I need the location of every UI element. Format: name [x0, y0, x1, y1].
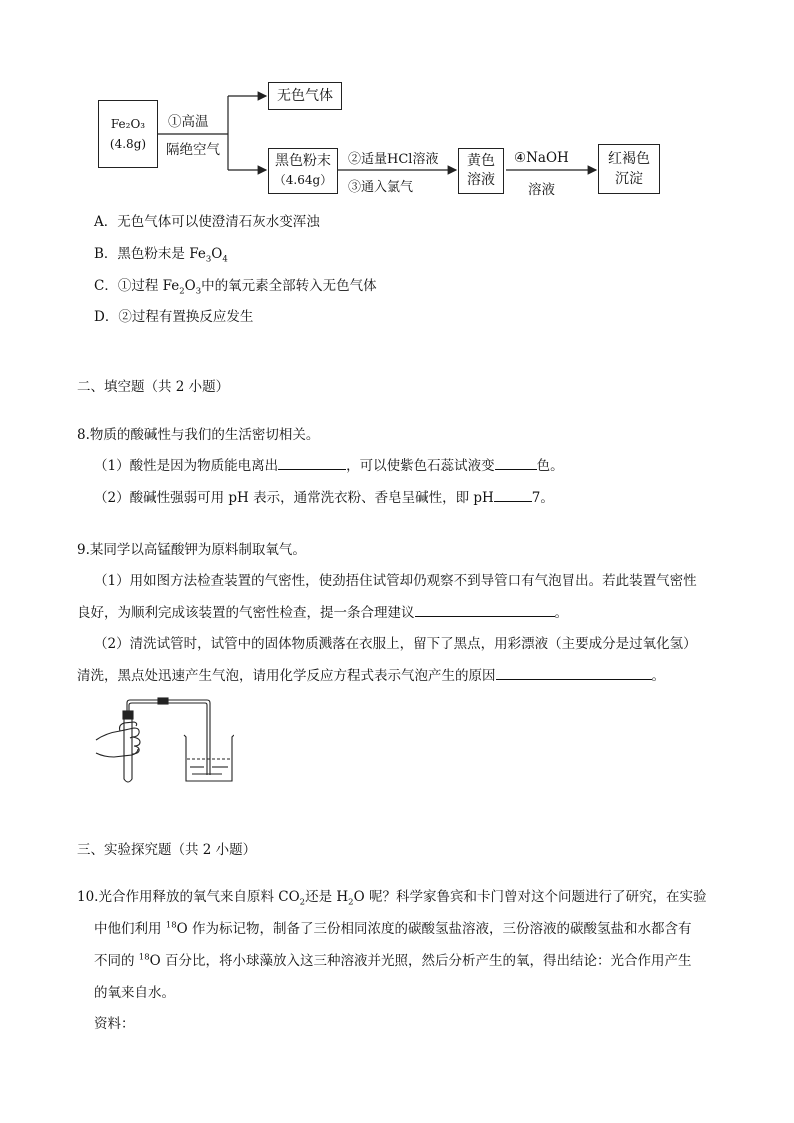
q9-part1-line1: （1）用如图方法检查装置的气密性，使劲捂住试管却仍观察不到导管口有气泡冒出。若此装置气密性	[94, 573, 697, 589]
q8-blank-2[interactable]	[495, 455, 537, 470]
option-d: D．②过程有置换反应发生	[94, 309, 254, 325]
q9-part1-line2: 良好，为顺利完成该装置的气密性检查，提一条合理建议 。	[77, 601, 568, 621]
red-line1: 红褐色	[608, 151, 650, 167]
q10-line1: 10.光合作用释放的氧气来自原料 $CO_2$还是 $H_2O$ 呢？科学家鲁宾和卡门曾对这个问题进行了研究，在实验	[77, 889, 707, 908]
hand-icon	[96, 722, 140, 757]
step1-top-label: ①高温	[168, 114, 209, 130]
gas-label: 无色气体	[277, 88, 333, 104]
q9-stem: 9.某同学以高锰酸钾为原料制取氧气。	[77, 542, 306, 558]
powder-name: 黑色粉末	[275, 153, 331, 169]
step4-bottom-label: 溶液	[528, 182, 555, 198]
section-2-title: 二、填空题（共 2 小题）	[77, 379, 230, 395]
q8-part2: （2）酸碱性强弱可用 pH 表示，通常洗衣粉、香皂呈碱性，即 pH 7。	[94, 486, 554, 506]
option-a: A．无色气体可以使澄清石灰水变浑浊	[94, 214, 320, 230]
q9-part2-line2: 清洗，黑点处迅速产生气泡，请用化学反应方程式表示气泡产生的原因 。	[77, 664, 665, 684]
beaker-icon	[184, 735, 234, 781]
q10-line3: 不同的 $^{18}$O 百分比，将小球藻放入这三种溶液并光照，然后分析产生的氧，得出结论：光合作用产生	[94, 952, 692, 969]
box-black-powder	[268, 148, 338, 194]
q8-blank-1[interactable]	[278, 455, 346, 470]
q8-part1: （1）酸性是因为物质能电离出 ，可以使紫色石蕊试液变 色。	[94, 454, 564, 474]
box-colorless-gas	[268, 82, 342, 110]
red-line2: 沉淀	[615, 171, 643, 187]
reaction-flowchart	[90, 70, 710, 200]
option-b: B．黑色粉末是 $Fe_3O_4$	[94, 246, 228, 265]
section-3-title: 三、实验探究题（共 2 小题）	[77, 842, 257, 858]
q10-line5: 资料：	[94, 1016, 135, 1032]
step2-top-label: ②适量HCl溶液	[348, 152, 439, 167]
q9-blank-1[interactable]	[415, 602, 555, 617]
step4-top-label: ④NaOH	[514, 150, 569, 166]
fe2o3-mass: (4.8g)	[109, 137, 147, 151]
delivery-tube-icon	[127, 698, 210, 775]
q8-stem: 8.物质的酸碱性与我们的生活密切相关。	[77, 427, 320, 443]
q10-line2: 中他们利用 $^{18}$O 作为标记物，制备了三份相同浓度的碳酸氢盐溶液，三份溶液的碳酸氢盐和水都含有	[94, 920, 692, 937]
q10-line4: 的氧来自水。	[94, 985, 175, 1001]
option-c: C．①过程 $Fe_2O_3$中的氧元素全部转入无色气体	[94, 278, 377, 297]
q8-blank-3[interactable]	[494, 487, 532, 502]
q9-blank-2[interactable]	[496, 665, 652, 680]
step2-bottom-label: ③通入氯气	[348, 180, 414, 195]
yellow-line1: 黄色	[467, 153, 495, 169]
yellow-line2: 溶液	[467, 172, 495, 188]
powder-mass: （4.64g）	[273, 173, 333, 187]
box-red-brown-precipitate	[598, 144, 660, 194]
box-fe2o3	[98, 100, 158, 168]
airtightness-apparatus	[94, 695, 234, 790]
step1-bottom-label: 隔绝空气	[166, 142, 220, 158]
fe2o3-formula: Fe₂O₃	[110, 117, 146, 131]
test-tube-icon	[123, 711, 133, 782]
q9-part2-line1: （2）清洗试管时，试管中的固体物质溅落在衣服上，留下了黑点，用彩漂液（主要成分是过氧化氢）	[94, 636, 697, 652]
box-yellow-solution	[458, 148, 504, 194]
